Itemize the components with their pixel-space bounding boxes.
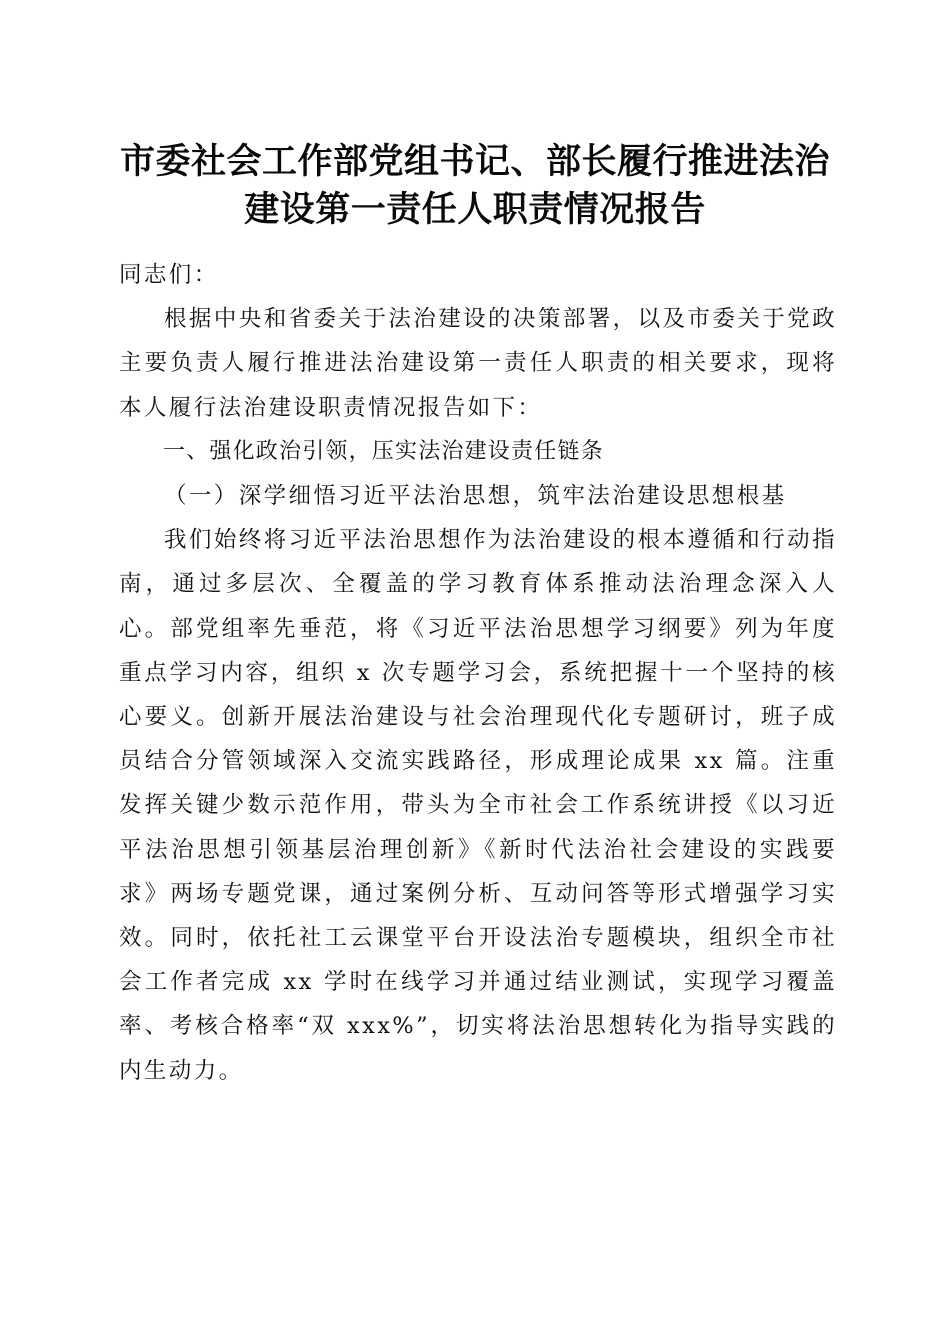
salutation: 同志们： xyxy=(119,262,219,288)
document-title xyxy=(110,138,840,234)
intro-paragraph: 根据中央和省委关于法治建设的决策部署，以及市委关于党政主要负责人履行推进法治建设第一责任人职责的相关要求，现将本人履行法治建设职责情况报告如下： xyxy=(119,306,837,421)
document-body xyxy=(119,253,837,1093)
section-heading-1: 一、强化政治引领，压实法治建设责任链条 xyxy=(163,438,604,464)
subsection-paragraph-1: 我们始终将习近平法治思想作为法治建设的根本遵循和行动指南，通过多层次、全覆盖的学习教育体系推动法治理念深入人心。部党组率先垂范，将《习近平法治思想学习纲要》列为年度重点学习内容，组织 x 次专题学习会，系统把握十一个坚持的核心要义。创新开展法治建设与社会治理现代化专题研讨，班子成员结合分管领域深入交流实践路径，形成理论成果 xx 篇。注重发挥关键少数示范作用，带头为全市社会工作系统讲授《以习近平法治思想引领基层治理创新》《新时代法治社会建设的实践要求》两场专题党课，通过案例分析、互动问答等形式增强学习实效。同时，依托社工云课堂平台开设法治专题模块，组织全市社会工作者完成 xx 学时在线学习并通过结业测试，实现学习覆盖率、考核合格率“双 xxx%”，切实将法治思想转化为指导实践的内生动力。 xyxy=(119,527,837,1084)
title-line-2: 建设第一责任人职责情况报告 xyxy=(244,189,706,230)
subsection-heading-1: （一）深学细悟习近平法治思想，筑牢法治建设思想根基 xyxy=(164,483,787,510)
title-line-1: 市委社会工作部党组书记、部长履行推进法治 xyxy=(119,141,830,182)
